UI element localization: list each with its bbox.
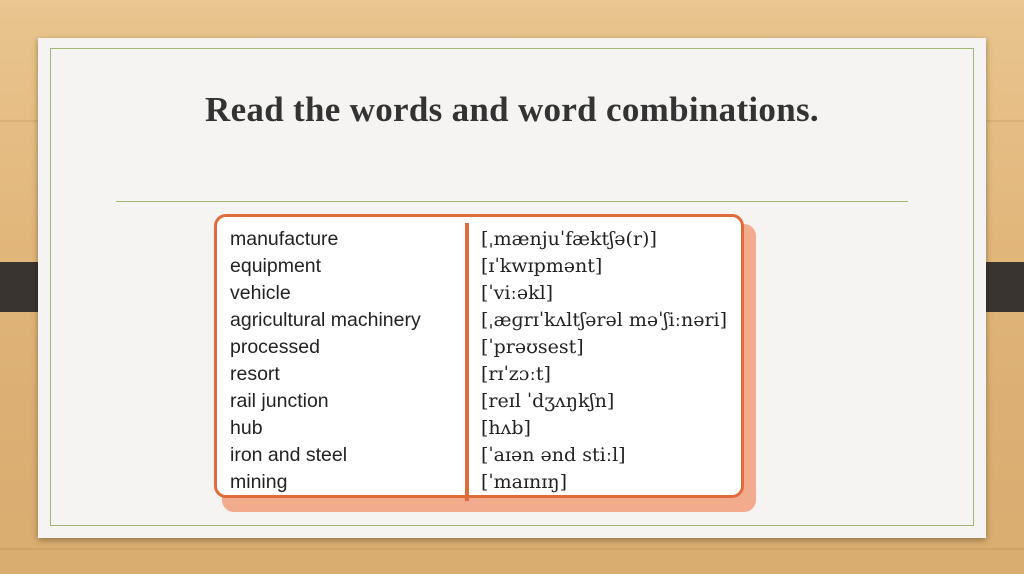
word-item: mining: [230, 471, 288, 493]
transcription-item: [ˈviːəkl]: [481, 282, 554, 304]
word-item: processed: [230, 336, 320, 358]
column-divider: [465, 223, 469, 501]
word-item: resort: [230, 363, 280, 385]
word-item: rail junction: [230, 390, 329, 412]
transcription-item: [ˌmænjuˈfæktʃə(r)]: [481, 228, 657, 250]
transcription-item: [ɪˈkwɪpmənt]: [481, 255, 603, 277]
transcription-item: [ˈmaɪnɪŋ]: [481, 471, 568, 493]
transcription-item: [ˌæɡrɪˈkʌltʃərəl məˈʃiːnəri]: [481, 309, 728, 331]
word-item: agricultural machinery: [230, 309, 421, 331]
word-item: iron and steel: [230, 444, 348, 466]
word-item: manufacture: [230, 228, 339, 250]
transcription-item: [rɪˈzɔːt]: [481, 363, 551, 385]
transcription-list: [481, 226, 727, 496]
transcription-item: [reɪl ˈdʒʌŋkʃn]: [481, 390, 615, 412]
vocabulary-card: [214, 214, 744, 498]
slide-title: Read the words and word combinations.: [205, 90, 819, 129]
title-divider: [116, 201, 908, 202]
transcription-item: [ˈaɪən ənd stiːl]: [481, 444, 626, 466]
transcription-item: [hʌb]: [481, 417, 531, 439]
word-item: vehicle: [230, 282, 291, 304]
transcription-item: [ˈprəʊsest]: [481, 336, 584, 358]
word-item: equipment: [230, 255, 322, 277]
word-item: hub: [230, 417, 263, 439]
word-list: [230, 226, 421, 496]
